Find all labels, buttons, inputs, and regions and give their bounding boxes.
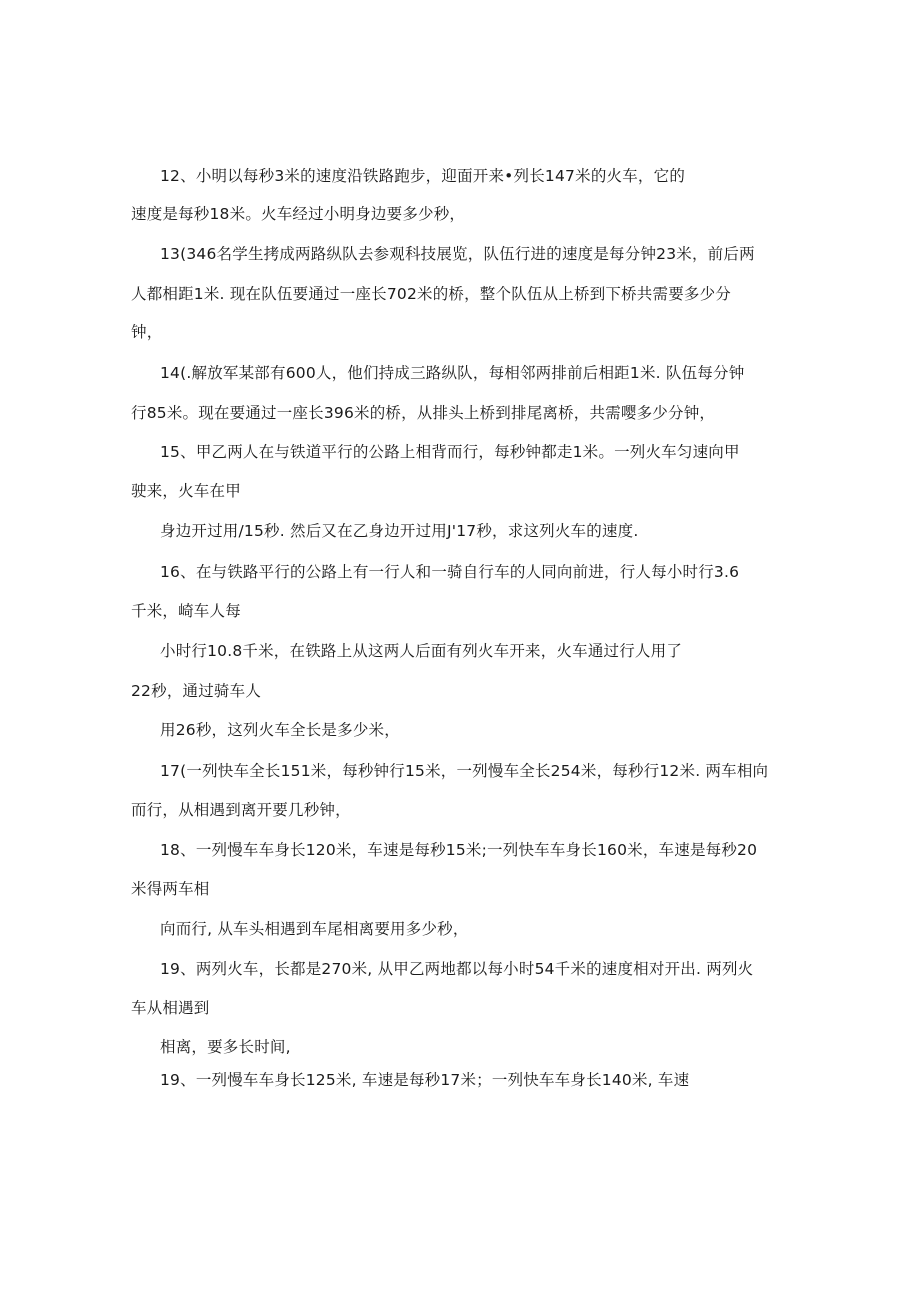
text-line: 19、两列火车，长都是270米, 从甲乙两地都以每小时54千米的速度相对开出. 两列火 [160, 960, 754, 978]
text-line: 22秒，通过骑车人 [131, 682, 262, 700]
text-line: 驶来，火车在甲 [131, 482, 241, 500]
text-line: 人都相距1米. 现在队伍要通过一座长702米的桥，整个队伍从上桥到下桥共需要多少分 [131, 285, 732, 303]
text-line: 16、在与铁路平行的公路上有一行人和一骑自行车的人同向前进，行人每小时行3.6 [160, 563, 740, 581]
text-line: 17(一列快车全长151米，每秒钟行15米，一列慢车全长254米，每秒行12米. 两车相向 [160, 762, 769, 780]
text-line: 相离，要多长时间, [160, 1038, 291, 1056]
text-line: 速度是每秒18米。火车经过小明身边要多少秒， [131, 205, 466, 223]
text-line: 行85米。现在要通过一座长396米的桥，从排头上桥到排尾离桥，共需嘤多少分钟， [131, 404, 716, 422]
text-line: 钟， [131, 323, 163, 341]
text-line: 18、一列慢车车身长120米，车速是每秒15米;一列快车车身长160米，车速是每秒20 [160, 841, 758, 859]
text-line: 车从相遇到 [131, 999, 210, 1017]
text-line: 向而行, 从车头相遇到车尾相离要用多少秒， [160, 920, 469, 938]
text-line: 小时行10.8千米，在铁路上从这两人后面有列火车开来，火车通过行人用了 [160, 642, 683, 660]
text-line: 12、小明以每秒3米的速度沿铁路跑步，迎面开来•列长147米的火车，它的 [160, 167, 686, 185]
text-line: 13(346名学生拷成两路纵队去参观科技展览，队伍行进的速度是每分钟23米，前后两 [160, 245, 755, 263]
text-line: 19、一列慢车车身长125米, 车速是每秒17米；一列快车车身长140米, 车速 [160, 1071, 690, 1089]
text-line: 而行，从相遇到离开要几秒钟， [131, 801, 351, 819]
text-line: 千米，崎车人每 [131, 602, 241, 620]
text-line: 14(.解放军某部有600人，他们持成三路纵队，每相邻两排前后相距1米. 队伍每分钟 [160, 364, 745, 382]
text-line: 身边开过用/15秒. 然后又在乙身边开过用J'17秒，求这列火车的速度. [160, 522, 639, 540]
text-line: 米得两车相 [131, 880, 210, 898]
text-line: 用26秒，这列火车全长是多少米， [160, 721, 400, 739]
text-line: 15、甲乙两人在与铁道平行的公路上相背而行，每秒钟都走1米。一列火车匀速向甲 [160, 443, 740, 461]
